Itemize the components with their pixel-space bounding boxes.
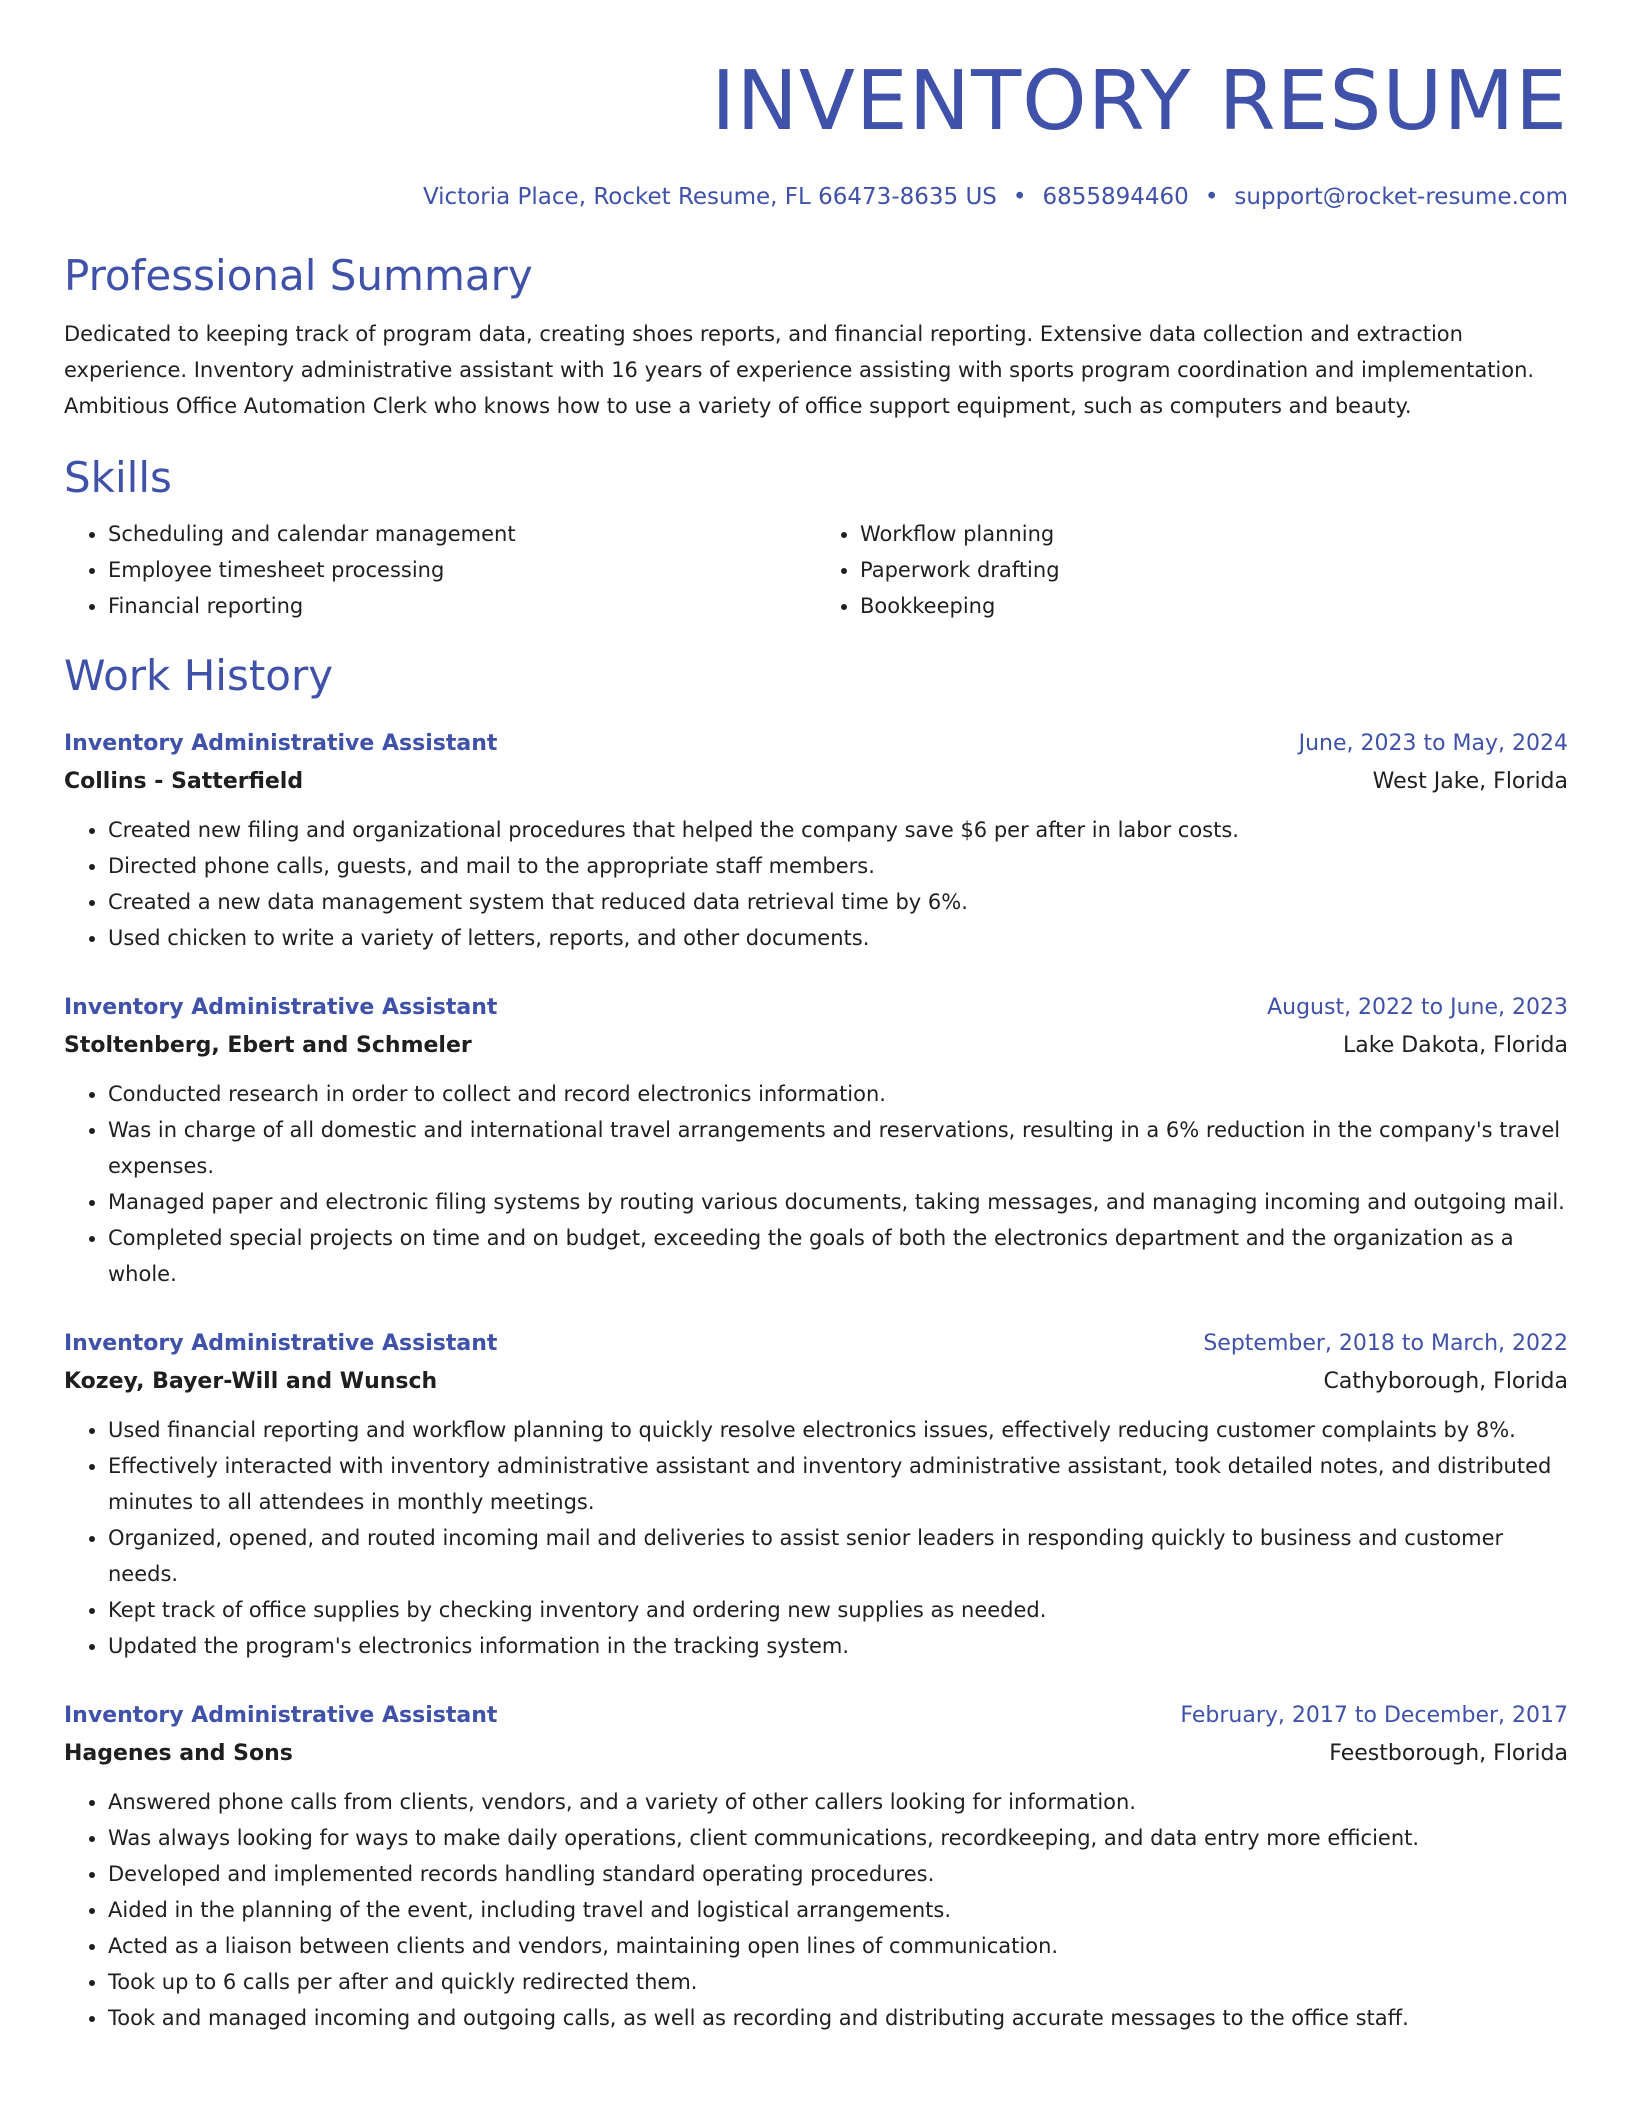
skill-item: • Scheduling and calendar management bbox=[108, 516, 816, 552]
job-bullets bbox=[64, 812, 1568, 956]
job-dates: June, 2023 to May, 2024 bbox=[1298, 731, 1568, 756]
job-company: Collins - Satterfield bbox=[64, 769, 304, 794]
skill-item: • Employee timesheet processing bbox=[108, 552, 816, 588]
job-title: Inventory Administrative Assistant bbox=[64, 1703, 498, 1728]
contact-phone: 6855894460 bbox=[1042, 184, 1189, 210]
job-bullet: • Was always looking for ways to make daily operations, client communications, recordkeeping, and data entry more efficient. bbox=[108, 1820, 1568, 1856]
contact-email: support@rocket-resume.com bbox=[1234, 184, 1568, 210]
job-dates: August, 2022 to June, 2023 bbox=[1267, 995, 1568, 1020]
job-bullet: • Created a new data management system that reduced data retrieval time by 6%. bbox=[108, 884, 1568, 920]
job-bullet: • Updated the program's electronics information in the tracking system. bbox=[108, 1628, 1568, 1664]
job-bullet: • Effectively interacted with inventory administrative assistant and inventory administrative assistant, took detailed notes, and distributed minutes to all attendees in monthly meetings. bbox=[108, 1448, 1568, 1520]
work-history-section bbox=[64, 648, 1568, 2036]
summary-title: Professional Summary bbox=[64, 251, 533, 300]
job-title: Inventory Administrative Assistant bbox=[64, 731, 498, 756]
contact-address: Victoria Place, Rocket Resume, FL 66473-8635 US bbox=[422, 184, 997, 210]
summary-section bbox=[64, 248, 1568, 424]
job-entry bbox=[64, 1698, 1568, 2036]
job-bullet: • Directed phone calls, guests, and mail to the appropriate staff members. bbox=[108, 848, 1568, 884]
job-location: West Jake, Florida bbox=[1372, 769, 1568, 794]
job-title: Inventory Administrative Assistant bbox=[64, 1331, 498, 1356]
job-entry bbox=[64, 1326, 1568, 1664]
job-title: Inventory Administrative Assistant bbox=[64, 995, 498, 1020]
job-bullet: • Created new filing and organizational procedures that helped the company save $6 per after in labor costs. bbox=[108, 812, 1568, 848]
skills-list-left bbox=[64, 516, 816, 624]
job-company: Kozey, Bayer-Will and Wunsch bbox=[64, 1369, 438, 1394]
job-bullet: • Was in charge of all domestic and international travel arrangements and reservations, resulting in a 6% reduction in the company's travel expenses. bbox=[108, 1112, 1568, 1184]
skill-item: • Workflow planning bbox=[860, 516, 1568, 552]
work-history-title: Work History bbox=[64, 651, 334, 700]
job-bullet: • Used financial reporting and workflow planning to quickly resolve electronics issues, effectively reducing customer complaints by 8%. bbox=[108, 1412, 1568, 1448]
job-location: Cathyborough, Florida bbox=[1323, 1369, 1568, 1394]
job-location: Lake Dakota, Florida bbox=[1343, 1033, 1568, 1058]
job-location: Feestborough, Florida bbox=[1329, 1741, 1568, 1766]
summary-text: Dedicated to keeping track of program data, creating shoes reports, and financial reporting. Extensive data collection and extraction experience. Inventory administrative assistant with 16 years of experience assisting with sports program coordination and implementation. Ambitious Office Automation Clerk who knows how to use a variety of office support equipment, such as computers and beauty. bbox=[64, 322, 1535, 418]
resume-header bbox=[64, 52, 1568, 214]
job-company: Hagenes and Sons bbox=[64, 1741, 293, 1766]
contact-separator: • bbox=[1204, 184, 1219, 210]
job-dates: February, 2017 to December, 2017 bbox=[1180, 1703, 1568, 1728]
job-entry bbox=[64, 726, 1568, 956]
job-bullet: • Acted as a liaison between clients and vendors, maintaining open lines of communication. bbox=[108, 1928, 1568, 1964]
job-dates: September, 2018 to March, 2022 bbox=[1203, 1331, 1568, 1356]
job-bullets bbox=[64, 1784, 1568, 2036]
skills-grid bbox=[64, 516, 1568, 624]
skills-title: Skills bbox=[64, 453, 172, 502]
job-bullets bbox=[64, 1076, 1568, 1292]
job-bullet: • Developed and implemented records handling standard operating procedures. bbox=[108, 1856, 1568, 1892]
job-bullet: • Took up to 6 calls per after and quickly redirected them. bbox=[108, 1964, 1568, 2000]
job-bullet: • Managed paper and electronic filing systems by routing various documents, taking messages, and managing incoming and outgoing mail. bbox=[108, 1184, 1568, 1220]
contact-separator: • bbox=[1012, 184, 1027, 210]
job-bullet: • Organized, opened, and routed incoming mail and deliveries to assist senior leaders in responding quickly to business and customer needs. bbox=[108, 1520, 1568, 1592]
skills-list-right bbox=[816, 516, 1568, 624]
resume-name: INVENTORY RESUME bbox=[711, 54, 1568, 149]
skill-item: • Bookkeeping bbox=[860, 588, 1568, 624]
job-company: Stoltenberg, Ebert and Schmeler bbox=[64, 1033, 472, 1058]
job-bullet: • Kept track of office supplies by checking inventory and ordering new supplies as needed. bbox=[108, 1592, 1568, 1628]
contact-line bbox=[64, 180, 1568, 214]
job-bullet: • Used chicken to write a variety of letters, reports, and other documents. bbox=[108, 920, 1568, 956]
job-bullet: • Completed special projects on time and on budget, exceeding the goals of both the electronics department and the organization as a whole. bbox=[108, 1220, 1568, 1292]
job-entry bbox=[64, 990, 1568, 1292]
job-bullets bbox=[64, 1412, 1568, 1664]
skill-item: • Paperwork drafting bbox=[860, 552, 1568, 588]
job-bullet: • Conducted research in order to collect and record electronics information. bbox=[108, 1076, 1568, 1112]
skill-item: • Financial reporting bbox=[108, 588, 816, 624]
job-bullet: • Took and managed incoming and outgoing calls, as well as recording and distributing accurate messages to the office staff. bbox=[108, 2000, 1568, 2036]
job-bullet: • Answered phone calls from clients, vendors, and a variety of other callers looking for information. bbox=[108, 1784, 1568, 1820]
job-bullet: • Aided in the planning of the event, including travel and logistical arrangements. bbox=[108, 1892, 1568, 1928]
skills-section bbox=[64, 450, 1568, 624]
